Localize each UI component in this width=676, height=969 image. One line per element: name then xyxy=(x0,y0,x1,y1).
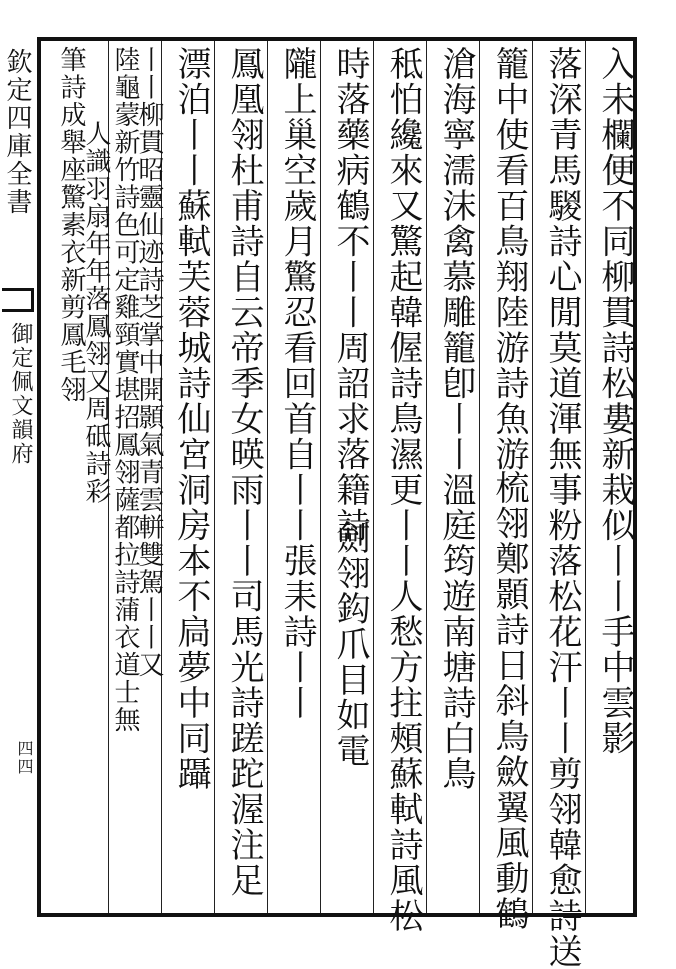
text-column-6: 時落藥病鶴不丨丨周詔求落籍詩 xyxy=(330,46,370,543)
text-column-13: 筆詩成舉座驚素衣新剪鳳毛翎 xyxy=(56,46,86,404)
book-title: 欽定四庫全書 xyxy=(2,48,32,216)
text-column-8: 鳳凰翎杜甫詩自云帝季女暎雨丨丨司馬光詩蹉跎渥注足 xyxy=(224,46,264,898)
text-column-2: 落深青馬騣詩心閒莫道渾無事粉落松花汗丨丨剪翎韓愈詩送 xyxy=(542,46,582,969)
text-column-3-continued: 梳翎鄭顥詩日斜鳥斂翼風動鶴 xyxy=(489,470,529,932)
text-column-9: 漂泊丨丨蘇軾芙蓉城詩仙宮洞房本不扃夢中同躡 xyxy=(171,46,211,792)
text-column-3: 籠中使看百鳥翔陸游詩魚游 xyxy=(489,46,529,472)
text-column-4: 滄海寧濡沫禽慕雕籠卽丨丨溫庭筠遊南塘詩白鳥 xyxy=(436,46,476,792)
text-column-6-continued: 劍翎鈎爪目如電 xyxy=(330,520,370,769)
fish-tail-mark xyxy=(2,288,34,312)
page-number: 四四 xyxy=(15,740,34,776)
text-column-5: 秪怕纔來又驚起韓偓詩鳥濕更丨丨人愁方拄頰蘇軾詩風松 xyxy=(383,46,423,934)
text-column-10: 丨丨柳貫昭靈仙迹詩芝掌中開顥氣青雲軿雙駕丨丨又 xyxy=(134,46,164,679)
text-column-11: 陸龜蒙新竹詩色可定雞頸實堪招鳳翎薩都拉詩蒲衣道士無 xyxy=(110,46,140,734)
text-column-12: 人識羽扇年年落鳳翎又周砥詩彩 xyxy=(81,120,111,505)
text-column-1: 入未欄便不同柳貫詩松婁新栽似丨丨手中雲影 xyxy=(595,46,635,756)
section-title: 御定佩文韻府 xyxy=(8,322,33,466)
text-column-7: 隴上巢空歲月驚忍看回首自丨丨張耒詩丨丨 xyxy=(277,46,317,721)
